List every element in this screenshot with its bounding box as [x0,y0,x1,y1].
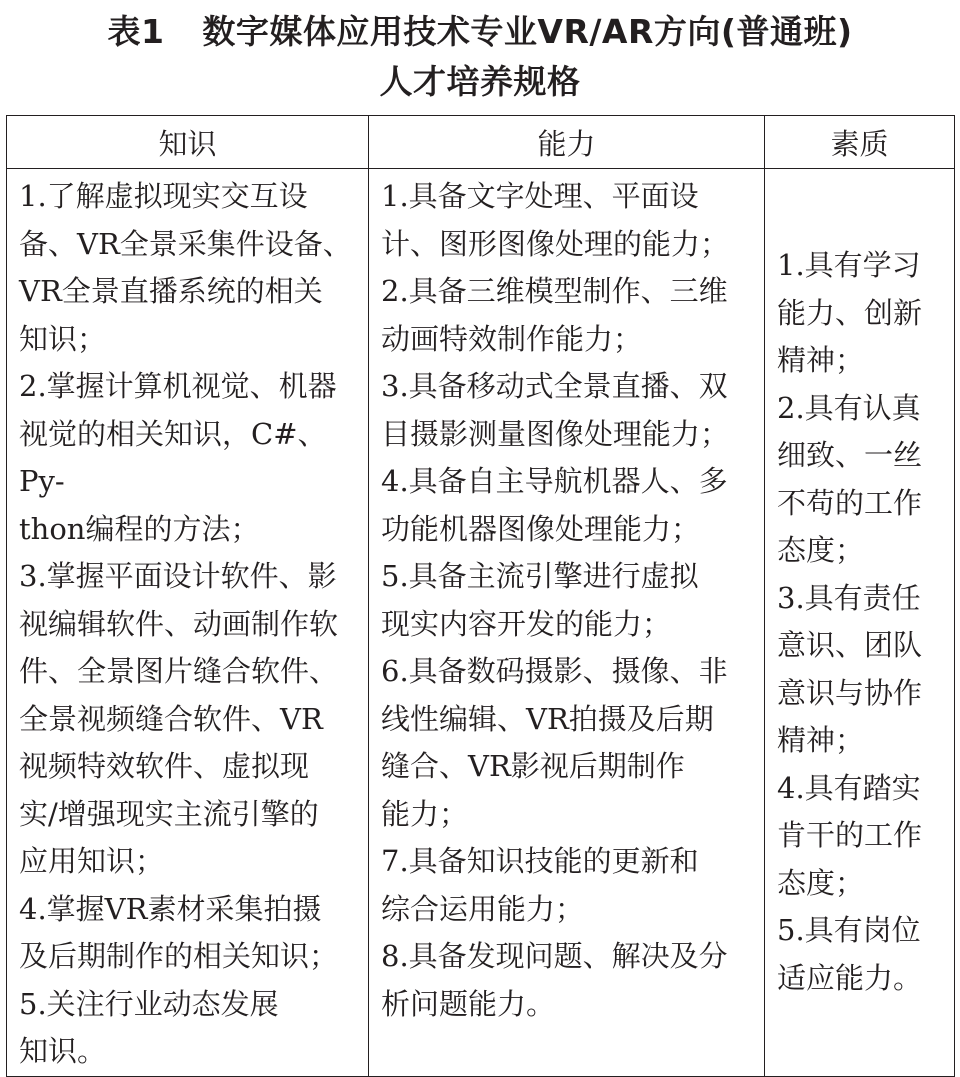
table-title-line-1 [0,10,960,54]
table-body-row [7,169,955,1077]
table-header-row [7,116,955,169]
ability-item-4: 4.具备自主导航机器人、多 功能机器图像处理能力； [381,464,728,546]
knowledge-item-5: 5.关注行业动态发展 知识。 [19,986,279,1068]
header-ability: 能力 [369,116,765,169]
ability-cell [369,169,765,1077]
quality-item-1: 1.具有学习 能力、创新 精神； [777,248,923,378]
header-knowledge: 知识 [7,116,369,169]
ability-item-1: 1.具备文字处理、平面设 计、图形图像处理的能力； [381,179,730,261]
table-title-text: 数字媒体应用技术专业VR/AR方向(普通班) [202,12,853,51]
knowledge-item-2: 2.掌握计算机视觉、机器 视觉的相关知识，C#、Py- thon编程的方法； [19,369,337,546]
quality-item-4: 4.具有踏实 肯干的工作 态度； [777,770,923,900]
ability-item-8: 8.具备发现问题、解决及分 析问题能力。 [381,939,728,1021]
quality-item-2: 2.具有认真 细致、一丝 不苟的工作 态度； [777,390,923,568]
talent-spec-table [6,115,955,1077]
knowledge-item-3: 3.掌握平面设计软件、影 视编辑软件、动画制作软 件、全景图片缝合软件、 全景视频缝合软件、VR 视频特效软件、虚拟现 实/增强现实主流引擎的 应用知识； [19,559,339,878]
table-number: 表1 [107,12,165,51]
ability-item-3: 3.具备移动式全景直播、双 目摄影测量图像处理能力； [381,369,730,451]
knowledge-cell [7,169,369,1077]
quality-item-5: 5.具有岗位 适应能力。 [777,913,923,995]
knowledge-item-1: 1.了解虚拟现实交互设 备、VR全景采集件设备、 VR全景直播系统的相关 知识； [19,179,352,356]
ability-item-2: 2.具备三维模型制作、三维 动画特效制作能力； [381,274,728,356]
ability-item-7: 7.具备知识技能的更新和 综合运用能力； [381,844,699,926]
ability-item-5: 5.具备主流引擎进行虚拟 现实内容开发的能力； [381,559,699,641]
ability-item-6: 6.具备数码摄影、摄像、非 线性编辑、VR拍摄及后期 缝合、VR影视后期制作 能力； [381,654,728,831]
table-title-line-2: 人才培养规格 [379,62,581,101]
header-quality: 素质 [765,116,955,169]
quality-item-3: 3.具有责任 意识、团队 意识与协作 精神； [777,580,923,758]
knowledge-item-4: 4.掌握VR素材采集拍摄 及后期制作的相关知识； [19,891,339,973]
quality-cell [765,169,955,1077]
